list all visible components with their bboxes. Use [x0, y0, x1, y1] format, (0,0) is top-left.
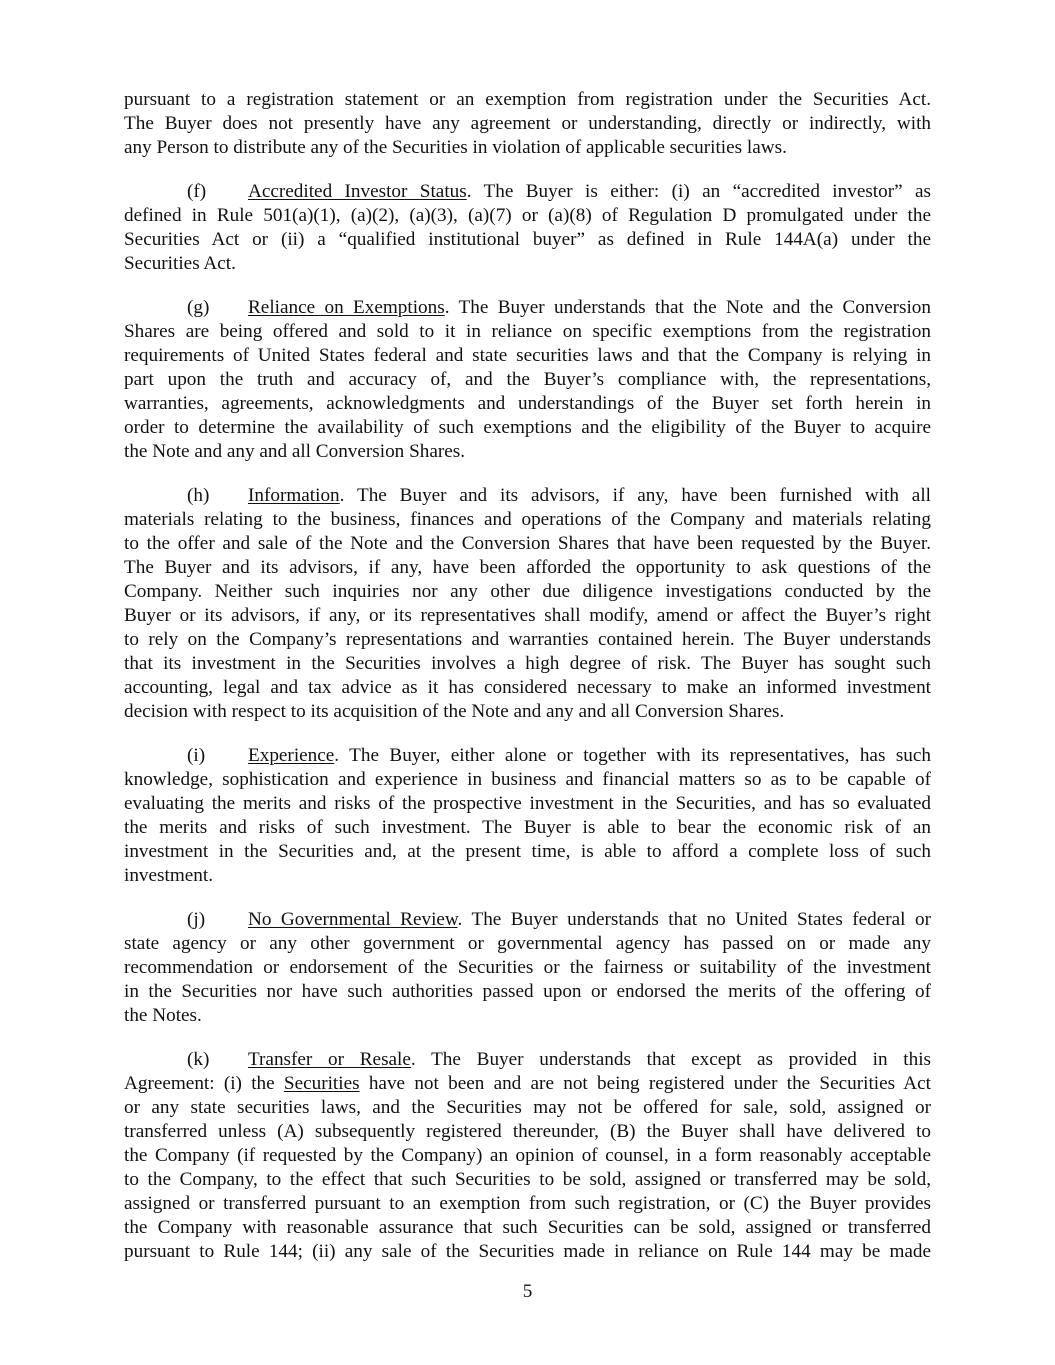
text-line: requirements of United States federal and state securities laws and that the Company is relying in [124, 345, 931, 366]
text-line: that its investment in the Securities involves a high degree of risk. The Buyer has sought such [124, 653, 931, 674]
text-line: investment. [124, 865, 213, 886]
text-line: to the Company, to the effect that such Securities to be sold, assigned or transferred may be sold, [124, 1169, 931, 1190]
text-line: accounting, legal and tax advice as it has considered necessary to make an informed investment [124, 677, 931, 698]
paragraph-h [124, 484, 931, 724]
underlined-term: Securities [283, 1073, 360, 1094]
text-line: Securities Act or (ii) a “qualified institutional buyer” as defined in Rule 144A(a) under the [124, 229, 931, 250]
text-line: The Buyer and its advisors, if any, have been afforded the opportunity to ask questions of the [124, 557, 931, 578]
text-line: . The Buyer understands that except as provided in this [410, 1049, 931, 1070]
text-line [124, 1072, 931, 1096]
text-span: Agreement: (i) the [124, 1073, 284, 1094]
text-line: Shares are being offered and sold to it in reliance on specific exemptions from the registration [124, 321, 931, 342]
text-line: . The Buyer understands that no United States federal or [457, 909, 931, 930]
text-line: Company. Neither such inquiries nor any other due diligence investigations conducted by the [124, 581, 931, 602]
text-line: or any state securities laws, and the Securities may not be offered for sale, sold, assigned or [124, 1097, 931, 1118]
paragraph-first-line [124, 180, 931, 204]
paragraph-first-line [124, 296, 931, 320]
paragraph-continuation [124, 88, 931, 160]
paragraph-first-line [124, 744, 931, 768]
text-line: knowledge, sophistication and experience in business and financial matters so as to be capable of [124, 769, 931, 790]
text-line: to rely on the Company’s representations and warranties contained herein. The Buyer understands [124, 629, 931, 650]
section-heading: Information [248, 485, 340, 506]
text-span: have not been and are not being registered under the Securities Act [359, 1073, 931, 1094]
section-label: (f) [187, 181, 207, 202]
text-line: . The Buyer, either alone or together with its representatives, has such [334, 745, 931, 766]
text-line: . The Buyer is either: (i) an “accredited investor” as [466, 181, 931, 202]
text-line: the Company with reasonable assurance that such Securities can be sold, assigned or transferred [124, 1217, 931, 1238]
document-page [124, 88, 931, 1284]
text-line: in the Securities nor have such authorities passed upon or endorsed the merits of the offering of [124, 981, 931, 1002]
section-heading: Transfer or Resale [248, 1049, 411, 1070]
text-line: assigned or transferred pursuant to an exemption from such registration, or (C) the Buyer provides [124, 1193, 931, 1214]
text-line: investment in the Securities and, at the present time, is able to afford a complete loss of such [124, 841, 931, 862]
text-line: decision with respect to its acquisition of the Note and any and all Conversion Shares. [124, 701, 785, 722]
text-line: recommendation or endorsement of the Securities or the fairness or suitability of the investment [124, 957, 931, 978]
text-line: any Person to distribute any of the Securities in violation of applicable securities laws. [124, 137, 787, 158]
text-line: order to determine the availability of such exemptions and the eligibility of the Buyer to acquire [124, 417, 931, 438]
paragraph-g [124, 296, 931, 464]
text-line: Buyer or its advisors, if any, or its representatives shall modify, amend or affect the Buyer’s right [124, 605, 931, 626]
text-line: Securities Act. [124, 253, 236, 274]
section-label: (h) [187, 485, 210, 506]
section-heading: Experience [248, 745, 335, 766]
section-label: (k) [187, 1049, 210, 1070]
text-line: . The Buyer understands that the Note and the Conversion [444, 297, 931, 318]
paragraph-first-line [124, 908, 931, 932]
text-line: transferred unless (A) subsequently registered thereunder, (B) the Buyer shall have delivered to [124, 1121, 931, 1142]
paragraph-first-line [124, 484, 931, 508]
paragraph-first-line [124, 1048, 931, 1072]
text-line: state agency or any other government or governmental agency has passed on or made any [124, 933, 931, 954]
text-line: materials relating to the business, finances and operations of the Company and materials relating [124, 509, 931, 530]
text-line: the Note and any and all Conversion Shares. [124, 441, 466, 462]
section-heading: No Governmental Review [248, 909, 458, 930]
paragraph-k [124, 1048, 931, 1264]
section-heading: Reliance on Exemptions [248, 297, 445, 318]
section-heading: Accredited Investor Status [248, 181, 467, 202]
paragraph-j [124, 908, 931, 1028]
text-line: The Buyer does not presently have any agreement or understanding, directly or indirectly, with [124, 113, 931, 134]
text-line: pursuant to a registration statement or an exemption from registration under the Securities Act. [124, 89, 931, 110]
text-line: part upon the truth and accuracy of, and the Buyer’s compliance with, the representations, [124, 369, 931, 390]
text-line: . The Buyer and its advisors, if any, have been furnished with all [339, 485, 931, 506]
page-number: 5 [522, 1281, 533, 1302]
paragraph-f [124, 180, 931, 276]
paragraph-i [124, 744, 931, 888]
text-line: defined in Rule 501(a)(1), (a)(2), (a)(3), (a)(7) or (a)(8) of Regulation D promulgated under the [124, 205, 931, 226]
text-line: evaluating the merits and risks of the prospective investment in the Securities, and has so evaluated [124, 793, 931, 814]
section-label: (g) [187, 297, 210, 318]
text-line: pursuant to Rule 144; (ii) any sale of the Securities made in reliance on Rule 144 may be made [124, 1241, 931, 1262]
text-line: warranties, agreements, acknowledgments and understandings of the Buyer set forth herein in [124, 393, 931, 414]
text-line: the Notes. [124, 1005, 202, 1026]
text-line: the Company (if requested by the Company) an opinion of counsel, in a form reasonably acceptable [124, 1145, 931, 1166]
text-line: to the offer and sale of the Note and the Conversion Shares that have been requested by the Buyer. [124, 533, 931, 554]
text-line: the merits and risks of such investment. The Buyer is able to bear the economic risk of an [124, 817, 931, 838]
section-label: (j) [187, 909, 206, 930]
section-label: (i) [187, 745, 206, 766]
